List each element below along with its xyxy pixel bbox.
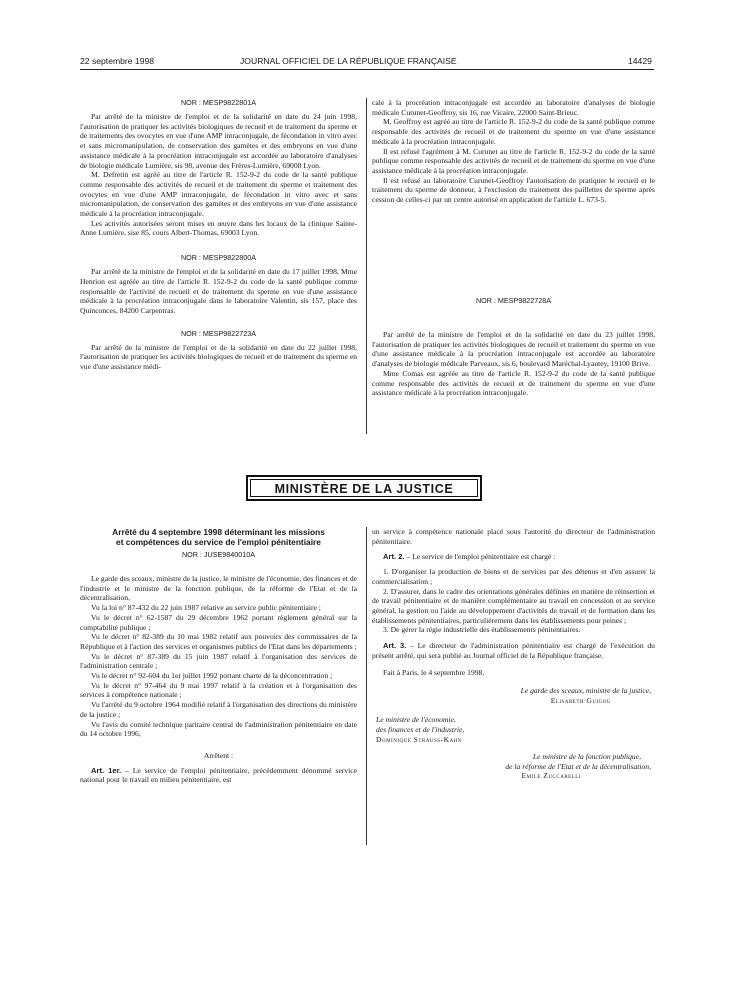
article-text: – Le service de l'emploi pénitentiaire est chargé : bbox=[404, 552, 556, 562]
ministry-heading: MINISTÈRE DE LA JUSTICE bbox=[250, 479, 478, 497]
signature-garde-des-sceaux bbox=[372, 686, 655, 705]
ministry-heading-box bbox=[246, 475, 482, 501]
paragraph: Vu le décret n° 87-389 du 15 juin 1987 relatif à l'organisation des services de l'administration centrale ; bbox=[80, 651, 357, 671]
article-label: Art. 2. bbox=[383, 552, 405, 562]
column-divider bbox=[366, 527, 367, 845]
article-text: – Le service de l'emploi pénitentiaire, précédemment dénommé service national pour le travail en milieu pénitentiaire, est bbox=[80, 765, 358, 785]
header-rule bbox=[80, 69, 654, 70]
signature-title: Le garde des sceaux, ministre de la justice, bbox=[520, 686, 651, 696]
top-left-column bbox=[80, 98, 357, 372]
paragraph: Par arrêté de la ministre de l'emploi et de la solidarité en date du 23 juillet 1998, l'autorisation de pratiquer les activités biologiques de recueil et traitement du sperme en vue d'une assistance médicale à la procréation intraconjugale est accordée au laboratoire d'analyses de biologie médicale Parveaux, sis 6, boulevard Maréchal-Lyautey, 19100 Brive. bbox=[372, 330, 655, 369]
paragraph: Mme Comas est agréée au titre de l'article R. 152-9-2 du code de la santé publique comme responsable des activités de recueil et de traitement du sperme en vue d'une assistance médicale à la procréation intraconjugale. bbox=[372, 368, 655, 398]
signature-fonction-publique bbox=[372, 752, 655, 781]
paragraph: Le garde des sceaux, ministre de la justice, le ministre de l'économie, des finances et de l'industrie et le ministre de la fonction publique, de la réforme de l'Etat et de la décentralisation, bbox=[80, 574, 357, 603]
paragraph: M. Geoffroy est agréé au titre de l'article R. 152-9-2 du code de la santé publique comme responsable des activités de recueil et de traitement du sperme en vue d'une assistance médicale à la procréation intraconjugale. bbox=[372, 117, 655, 146]
nor-reference: NOR : MESP9822723A bbox=[180, 328, 257, 338]
bottom-left-column bbox=[80, 527, 357, 785]
paragraph: Vu la loi n° 87-432 du 22 juin 1987 relative au service public pénitentiaire ; bbox=[91, 603, 321, 613]
paragraph: Il est refusé l'agrément à M. Curunet au titre de l'article R. 152-9-2 du code de la santé publique comme responsable des activités de recueil et de traitement du sperme en vue d'une assistance médicale à la procréation intraconjugale. bbox=[372, 146, 655, 175]
paragraph: un service à compétence nationale placé sous l'autorité du directeur de l'administration pénitentiaire. bbox=[372, 527, 655, 546]
list-item: 1. D'organiser la production de biens et de services par des détenus et d'en assurer la commercialisation ; bbox=[372, 567, 655, 586]
signature-title: Le ministre de la fonction publique, bbox=[532, 752, 641, 762]
bottom-right-column bbox=[372, 527, 655, 781]
paragraph: Par arrêté de la ministre de l'emploi et de la solidarité en date du 22 juillet 1998, l'autorisation de pratiquer les activités biologiques de recueil et de traitement du sperme en vue d'une assistance médi- bbox=[80, 342, 357, 372]
signature-title: de la réforme de l'Etat et de la décentralisation, bbox=[505, 761, 651, 771]
journal-title: JOURNAL OFFICIEL DE LA RÉPUBLIQUE FRANÇAISE bbox=[240, 56, 457, 66]
arretent: Arrêtent : bbox=[203, 750, 234, 760]
page-number: 14429 bbox=[628, 56, 652, 66]
paragraph: Les activités autorisées seront mises en œuvre dans les locaux de la clinique Sainte-Anne Lumière, sise 85, cours Albert-Thomas, 69003 Lyon. bbox=[80, 218, 357, 238]
article-label: Art. 3. bbox=[383, 641, 407, 651]
paragraph: Par arrêté de la ministre de l'emploi et de la solidarité en date du 24 juin 1998, l'autorisation de pratiquer les activités biologiques de recueil et de traitement du sperme et de traitements des ovocytes en vue d'une AMP intraconjugale, de fécondation in vitro avec et sans micromanipulation, de conservation des gamètes et des embryons en vue d'une assistance médicale à la procréation intraconjugale est accordée au laboratoire d'analyses de biologie médicale Lumière, sis 98, avenue des Frères-Lumière, 69008 Lyon. bbox=[80, 112, 357, 170]
article-2 bbox=[372, 552, 655, 562]
paragraph: Par arrêté de la ministre de l'emploi et de la solidarité en date du 17 juillet 1998, Mme Henrion est agréée au titre de l'article R. 152-9-2 du code de la santé publique comme responsable de l'activité de recueil et de traitement du sperme en vue d'une assistance médicale à la procréation intraconjugale dans le laboratoire Valentin, sis 157, place des Quinconces, 84200 Carpentras. bbox=[80, 267, 357, 315]
paragraph: cale à la procréation intraconjugale est accordée au laboratoire d'analyses de biologie médicale Curunet-Geoffroy, sis 16, rue Vicaire, 22000 Saint-Brieuc. bbox=[372, 98, 655, 117]
nor-reference: NOR : MESP9822728A bbox=[475, 296, 552, 305]
signature-title: Le ministre de l'économie, bbox=[376, 715, 456, 725]
list-item: 3. De gérer la régie industrielle des établissements pénitentiaires. bbox=[383, 625, 581, 635]
paragraph: Vu le décret n° 82-389 du 10 mai 1982 relatif aux pouvoirs des commissaires de la République et à l'action des services et organismes publics de l'Etat dans les départements ; bbox=[80, 632, 357, 651]
paragraph: M. Defretin est agréé au titre de l'article R. 152-9-2 du code de la santé publique comme responsable des activités de recueil et de traitement du sperme et traitement des ovocytes en vue d'une AMP intraconjugale, de fécondation in vitro avec et sans micromanipulation, de conservation des gamètes et des embryons en vue d'une assistance médicale à la procréation intraconjugale. bbox=[80, 170, 357, 219]
paragraph: Vu l'arrêté du 9 octobre 1964 modifié relatif à l'organisation des directions du ministère de la justice ; bbox=[80, 700, 357, 719]
list-item: 2. D'assurer, dans le cadre des orientations générales définies en matière de réinsertion et de travail pénitentiaire et de manière complémentaire au travail en concession et au service général, la gestion ou l'aide au développement d'activités de travail et de formation dans les établissements pénitentiaires, particulièrement dans les établissements pour peines ; bbox=[372, 586, 655, 625]
signature-name: Emile Zuccarelli bbox=[521, 771, 581, 781]
paragraph: Il est refusé au laboratoire Curunet-Geoffroy l'autorisation de pratiquer le recueil et le traitement du sperme de donneur, à l'exclusion du traitement des paillettes de sperme après cession de celles-ci par un centre autorisé en application de l'article L. 673-5. bbox=[372, 175, 655, 205]
article-label: Art. 1er. bbox=[91, 765, 122, 775]
signature-economie bbox=[372, 715, 655, 744]
paragraph: Vu l'avis du comité technique paritaire central de l'administration pénitentiaire en date du 14 octobre 1996, bbox=[80, 719, 357, 739]
nor-reference: NOR : JUSE9840010A bbox=[181, 550, 256, 559]
signature-title: des finances et de l'industrie, bbox=[376, 724, 465, 734]
nor-reference: NOR : MESP9822801A bbox=[180, 98, 257, 107]
article-1 bbox=[80, 766, 357, 785]
header-date: 22 septembre 1998 bbox=[80, 56, 155, 66]
article-text: – Le directeur de l'administration pénitentiaire est chargé de l'exécution du présent arrêté, qui sera publié au Journal officiel de la République française. bbox=[372, 641, 655, 660]
signature-name: Elisabeth Guigou bbox=[550, 695, 611, 705]
signature-name: Dominique Strauss-Kahn bbox=[376, 734, 462, 744]
decree-title: Arrêté du 4 septembre 1998 déterminant les missions bbox=[112, 527, 325, 537]
paragraph: Vu le décret n° 92-604 du 1er juillet 1992 portant charte de la déconcentration ; bbox=[91, 671, 333, 681]
article-3 bbox=[372, 641, 655, 660]
done-at: Fait à Paris, le 4 septembre 1998. bbox=[383, 668, 485, 678]
decree-title: et compétences du service de l'emploi pénitentiaire bbox=[116, 537, 321, 547]
top-right-column bbox=[372, 98, 655, 205]
top-right-column-lower bbox=[372, 296, 655, 398]
paragraph: Vu le décret n° 97-464 du 9 mai 1997 relatif à la création et à l'organisation des services à compétence nationale ; bbox=[80, 680, 357, 700]
column-divider bbox=[366, 98, 367, 434]
paragraph: Vu le décret n° 62-1587 du 29 décembre 1962 portant règlement général sur la comptabilité publique ; bbox=[80, 612, 357, 632]
nor-reference: NOR : MESP9822800A bbox=[180, 253, 257, 263]
